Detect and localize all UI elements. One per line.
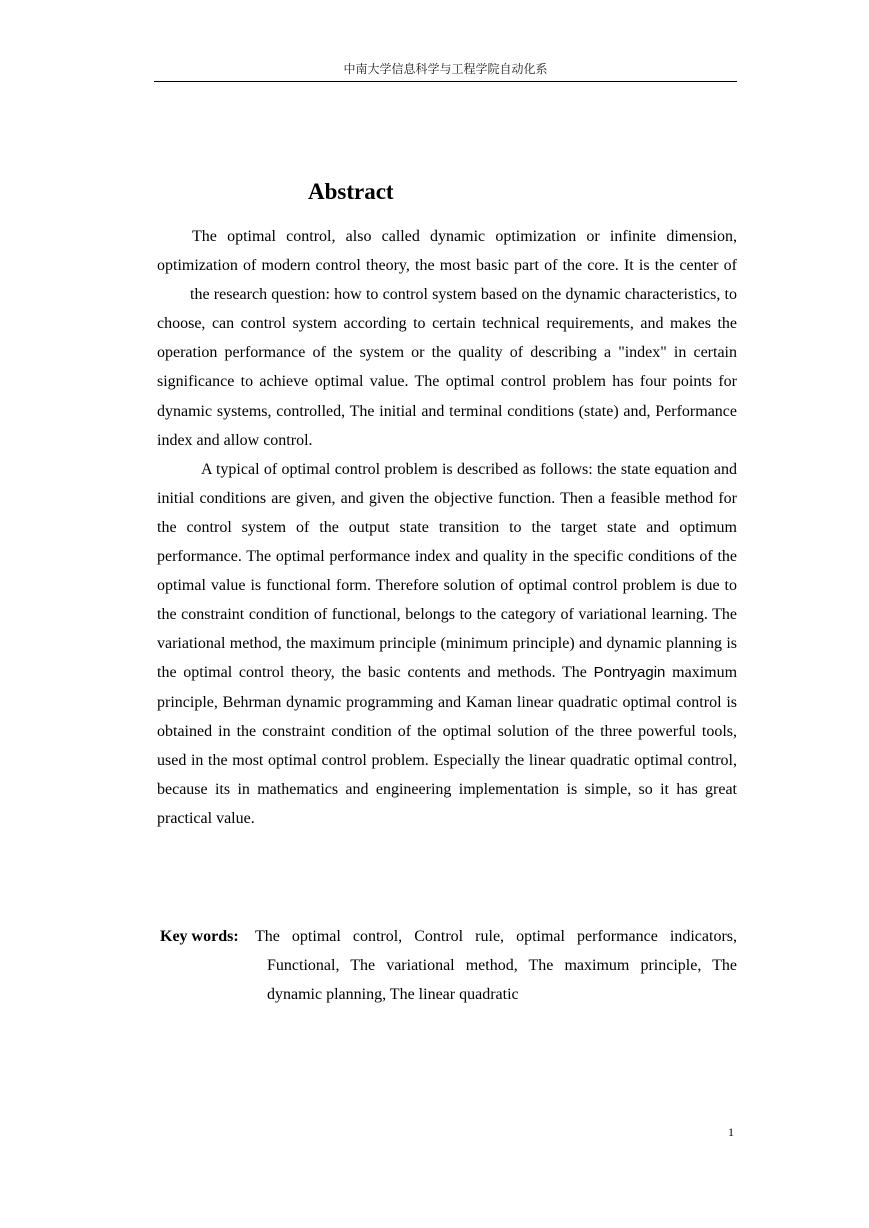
paragraph-2-text-end: maximum principle, Behrman dynamic programming and Kaman linear quadratic optimal control is obtained in the constraint condition of the optimal solution of the three powerful tools, used in the most optimal control problem. Especially the linear quadratic optimal control, because its in mathematics and engineering implementation is simple, so it has great practical value. [157,664,738,827]
keywords-label: Key words: [160,928,239,945]
header-text: 中南大学信息科学与工程学院自动化系 [343,62,548,76]
abstract-paragraph-2 [157,455,737,833]
abstract-title: Abstract [308,179,394,204]
keywords-section [157,922,737,1009]
paragraph-2-text-start: A typical of optimal control problem is described as follows: the state equation and initial conditions are given, and given the objective function. Then a feasible method for the control system of the output state transition to the target state and optimum performance. The optimal performance index and quality in the specific conditions of the optimal value is functional form. Therefore solution of optimal control problem is due to the constraint condition of functional, belongs to the category of variational learning. The variational method, the maximum principle (minimum principle) and dynamic planning is the optimal control theory, the basic contents and methods. The [157,460,737,682]
page-number: 1 [728,1125,734,1139]
page-header [154,60,737,82]
abstract-body [157,222,737,833]
pontryagin-name: Pontryagin [593,664,666,682]
abstract-paragraph-1 [157,222,737,455]
paragraph-1-text-end: the research question: how to control system based on the dynamic characteristics, to choose, can control system according to certain technical requirements, and makes the operation performance of the system or the quality of describing a "index" in certain significance to achieve optimal value. The optimal control problem has four points for dynamic systems, controlled, The initial and terminal conditions (state) and, Performance index and allow control. [157,286,737,449]
keywords-text: The optimal control, Control rule, optimal performance indicators, Functional, The variational method, The maximum principle, The dynamic planning, The linear quadratic [255,928,737,1004]
paragraph-1-text-start: The optimal control, also called dynamic optimization or infinite dimension, optimization of modern control theory, the most basic part of the core. It is the center of [157,228,737,275]
